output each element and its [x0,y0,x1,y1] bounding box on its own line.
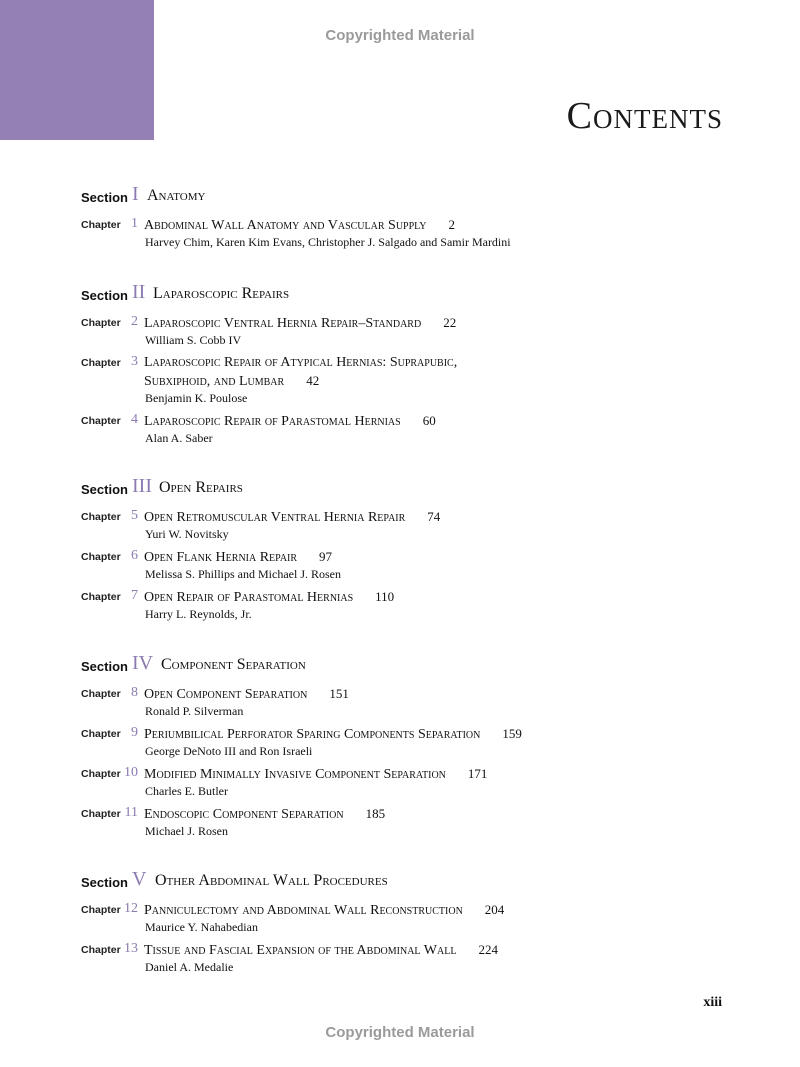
section-1 [81,185,741,249]
chapter-entry[interactable] [81,805,741,838]
section-title: Open Repairs [159,479,243,496]
chapter-page: 204 [484,902,505,917]
chapter-entry[interactable] [81,765,741,798]
chapter-number: 4 [131,412,138,427]
section-title: Component Separation [161,656,306,673]
chapter-authors: Alan A. Saber [145,431,213,445]
section-label: Section [81,659,128,674]
chapter-title[interactable]: Tissue and Fascial Expansion of the Abdominal Wall [144,943,457,958]
section-5 [81,870,741,974]
chapter-number: 5 [131,508,138,523]
chapter-label: Chapter [81,808,121,820]
chapter-page: 171 [467,766,488,781]
page-title: Contents [566,95,723,137]
chapter-page: 60 [422,413,436,428]
section-label: Section [81,482,128,497]
chapter-title[interactable]: Open Retromuscular Ventral Hernia Repair [144,510,406,525]
section-heading [81,283,741,307]
page-number: xiii [703,995,722,1010]
section-3 [81,477,741,621]
chapter-page: 42 [306,373,320,388]
decorative-corner-block [0,0,154,140]
chapter-authors: Melissa S. Phillips and Michael J. Rosen [145,567,341,581]
chapter-title[interactable]: Periumbilical Perforator Sparing Components Separation [144,727,481,742]
chapter-number: 1 [131,216,138,231]
section-heading [81,870,741,894]
chapter-number: 6 [131,548,138,563]
chapter-title[interactable]: Abdominal Wall Anatomy and Vascular Supply [144,218,427,233]
chapter-entry[interactable] [81,548,741,581]
chapter-number: 13 [124,941,138,956]
chapter-entry[interactable] [81,216,741,249]
chapter-number: 7 [131,588,138,603]
section-label: Section [81,190,128,205]
chapter-label: Chapter [81,219,121,231]
watermark-bottom: Copyrighted Material [325,1024,475,1041]
chapter-authors: Yuri W. Novitsky [145,527,229,541]
chapter-title[interactable]: Open Repair of Parastomal Hernias [144,590,354,605]
chapter-title[interactable]: Laparoscopic Repair of Parastomal Hernias [144,414,401,429]
section-2 [81,283,741,445]
chapter-title[interactable]: Open Component Separation [144,687,308,702]
chapter-label: Chapter [81,551,121,563]
chapter-number: 2 [131,314,138,329]
chapter-page: 97 [319,549,333,564]
chapter-label: Chapter [81,944,121,956]
chapter-page: 224 [478,942,498,957]
chapter-page: 2 [448,217,455,232]
chapter-label: Chapter [81,904,121,916]
section-title: Other Abdominal Wall Procedures [155,872,388,889]
chapter-entry[interactable] [81,354,741,405]
chapter-label: Chapter [81,728,121,740]
chapter-label: Chapter [81,591,121,603]
chapter-authors: Harvey Chim, Karen Kim Evans, Christopher J. Salgado and Samir Mardini [145,235,511,249]
chapter-title[interactable]: Laparoscopic Repair of Atypical Hernias: Suprapubic, Subxiphoid, and Lumbar [144,355,458,389]
chapter-entry[interactable] [81,685,741,718]
section-numeral: II [132,281,146,303]
chapter-label: Chapter [81,768,121,780]
chapter-authors: Benjamin K. Poulose [145,391,248,405]
chapter-title[interactable]: Laparoscopic Ventral Hernia Repair–Standard [144,316,422,331]
chapter-authors: William S. Cobb IV [145,333,242,347]
chapter-entry[interactable] [81,901,741,934]
section-numeral: IV [132,652,154,674]
section-numeral: III [132,475,152,497]
chapter-number: 10 [124,765,138,780]
chapter-label: Chapter [81,511,121,523]
section-4 [81,654,741,838]
section-numeral: V [132,868,147,890]
chapter-title[interactable]: Modified Minimally Invasive Component Separation [144,767,446,782]
chapter-number: 12 [124,901,138,916]
chapter-authors: Harry L. Reynolds, Jr. [145,607,252,621]
chapter-number: 3 [131,354,138,369]
chapter-entry[interactable] [81,941,741,974]
section-heading [81,654,741,678]
chapter-number: 8 [131,685,138,700]
chapter-entry[interactable] [81,508,741,541]
chapter-authors: Michael J. Rosen [145,824,228,838]
chapter-authors: Daniel A. Medalie [145,960,234,974]
chapter-authors: George DeNoto III and Ron Israeli [145,744,313,758]
watermark-top: Copyrighted Material [325,27,475,44]
chapter-entry[interactable] [81,588,741,621]
section-label: Section [81,288,128,303]
chapter-page: 159 [502,726,522,741]
chapter-title[interactable]: Open Flank Hernia Repair [144,550,298,565]
chapter-entry[interactable] [81,314,741,347]
chapter-label: Chapter [81,317,121,329]
section-heading [81,477,741,501]
chapter-title[interactable]: Panniculectomy and Abdominal Wall Reconstruction [144,903,463,918]
chapter-label: Chapter [81,688,121,700]
chapter-page: 110 [375,589,395,604]
chapter-entry[interactable] [81,725,741,758]
chapter-label: Chapter [81,357,121,369]
chapter-authors: Ronald P. Silverman [145,704,244,718]
chapter-page: 22 [443,315,457,330]
chapter-page: 74 [427,509,441,524]
chapter-label: Chapter [81,415,121,427]
section-label: Section [81,875,128,890]
chapter-number: 11 [124,805,138,820]
chapter-page: 185 [365,806,386,821]
section-title: Anatomy [147,187,206,204]
section-numeral: I [132,183,139,205]
chapter-entry[interactable] [81,412,741,445]
chapter-authors: Charles E. Butler [145,784,228,798]
chapter-page: 151 [329,686,349,701]
chapter-title[interactable]: Endoscopic Component Separation [144,807,344,822]
chapter-authors: Maurice Y. Nahabedian [145,920,258,934]
chapter-number: 9 [131,725,138,740]
section-title: Laparoscopic Repairs [153,285,290,302]
section-heading [81,185,741,209]
